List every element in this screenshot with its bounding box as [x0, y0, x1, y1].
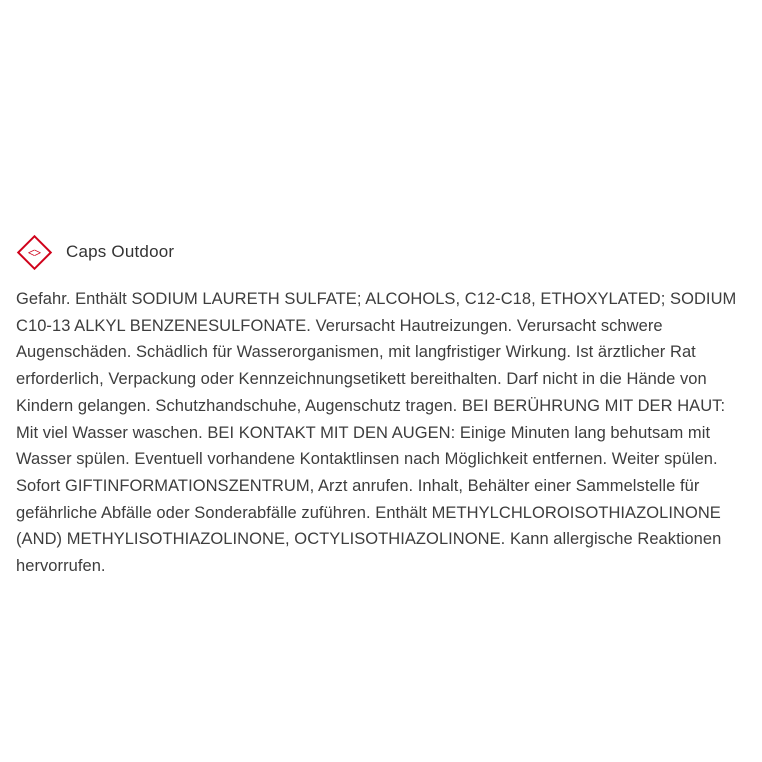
product-heading-row [16, 232, 742, 272]
hazard-info-block [16, 232, 742, 580]
ghs-corrosive-hazard-icon [16, 234, 52, 270]
hazard-statement-text: Gefahr. Enthält SODIUM LAURETH SULFATE; ALCOHOLS, C12-C18, ETHOXYLATED; SODIUM C10-13 ALKYL BENZENESULFONATE. Verursacht Hautreizungen. Verursacht schwere Augenschäden. Schädlich für Wasserorganismen, mit langfristiger Wirkung. Ist ärztlicher Rat erforderlich, Verpackung oder Kennzeichnungsetikett bereithalten. Darf nicht in die Hände von Kindern gelangen. Schutzhandschuhe, Augenschutz tragen. BEI BERÜHRUNG MIT DER HAUT: Mit viel Wasser waschen. BEI KONTAKT MIT DEN AUGEN: Einige Minuten lang behutsam mit Wasser spülen. Eventuell vorhandene Kontaktlinsen nach Möglichkeit entfernen. Weiter spülen. Sofort GIFTINFORMATIONSZENTRUM, Arzt anrufen. Inhalt, Behälter einer Sammelstelle für gefährliche Abfälle oder Sonderabfälle zuführen. Enthält METHYLCHLOROISOTHIAZOLINONE (AND) METHYLISOTHIAZOLINONE, OCTYLISOTHIAZOLINONE. Kann allergische Reaktionen hervorrufen. [16, 290, 737, 576]
ghs-icon-glyph: <> [27, 244, 41, 260]
product-title: Caps Outdoor [66, 242, 175, 261]
